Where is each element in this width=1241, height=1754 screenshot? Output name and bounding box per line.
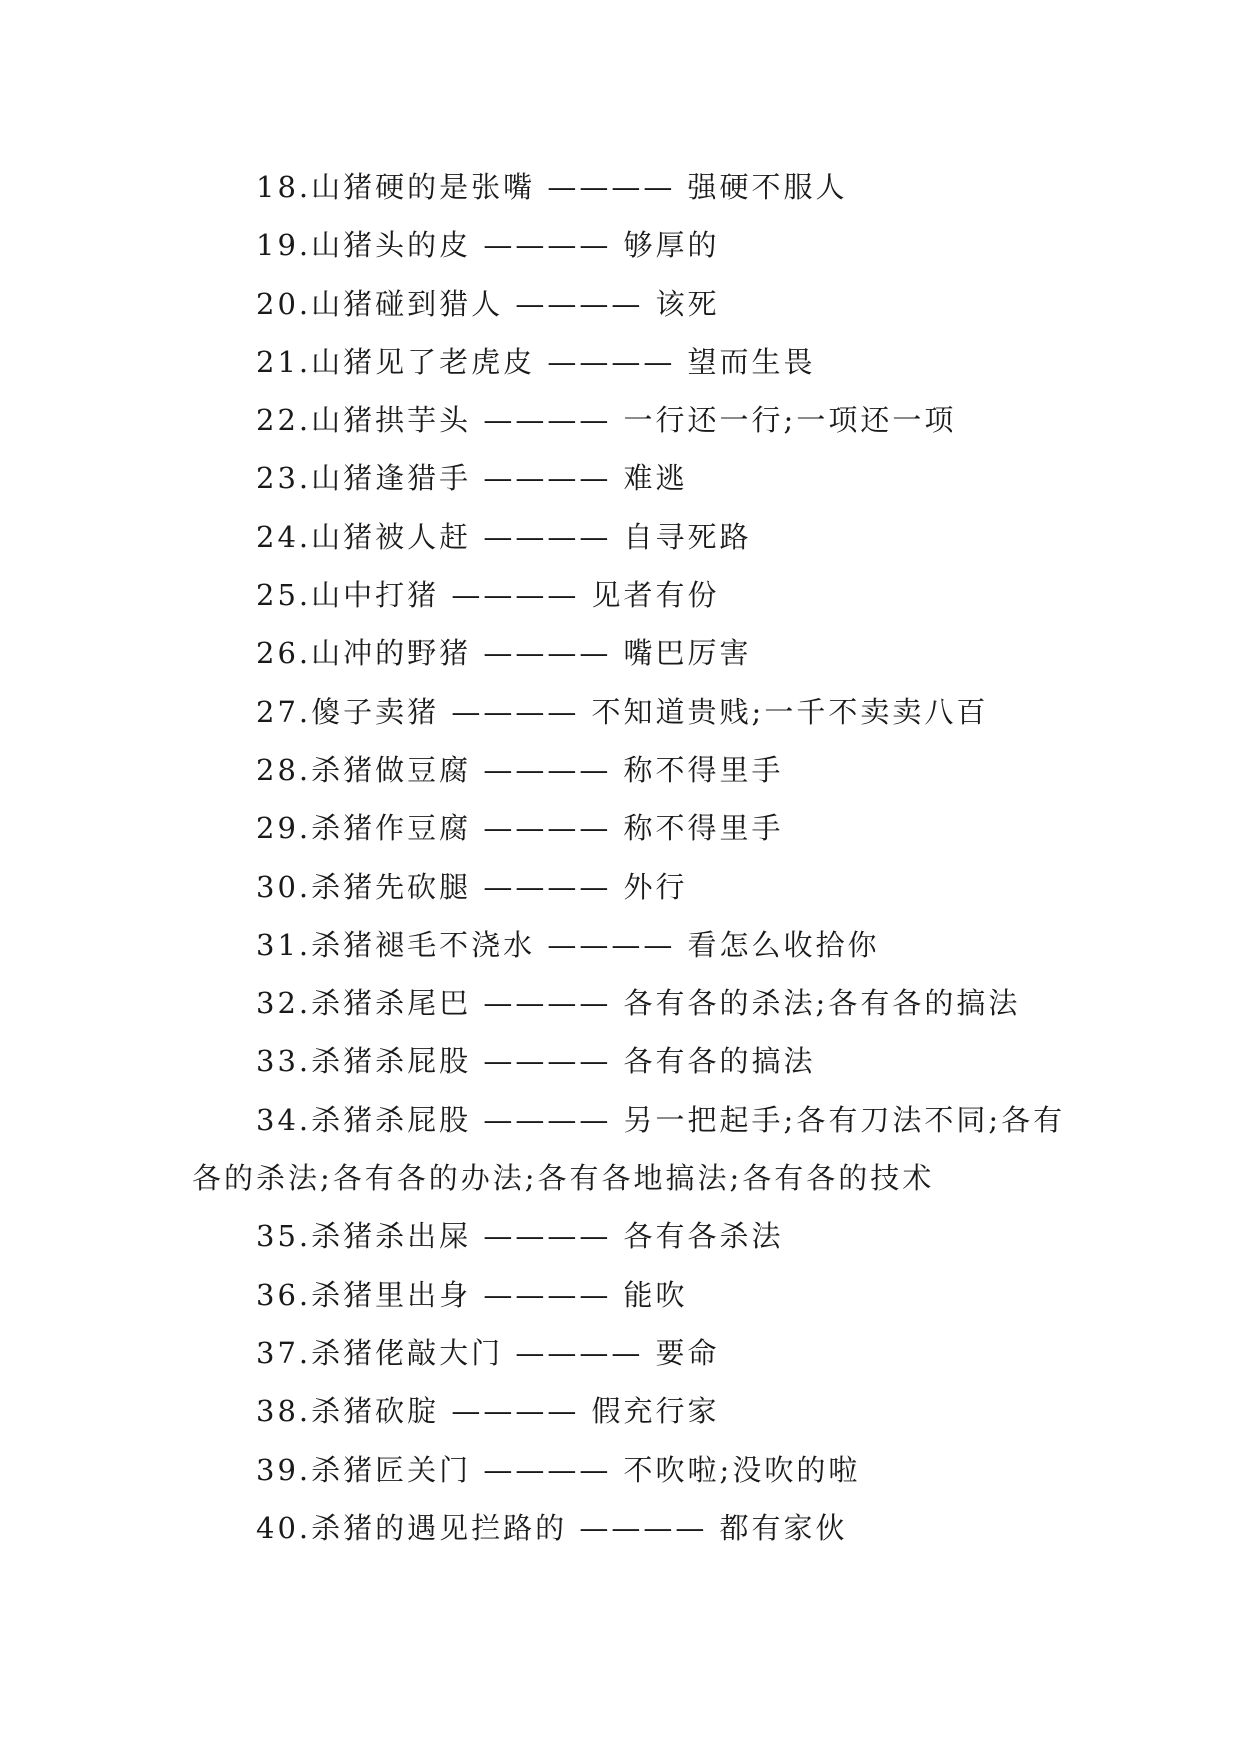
list-item: 38.杀猪砍腚 ———— 假充行家 (256, 1394, 720, 1429)
list-item: 37.杀猪佬敲大门 ———— 要命 (256, 1335, 720, 1370)
list-item: 23.山猪逢猎手 ———— 难逃 (256, 461, 688, 496)
list-item: 31.杀猪褪毛不浇水 ———— 看怎么收拾你 (256, 927, 880, 962)
list-item: 39.杀猪匠关门 ———— 不吹啦;没吹的啦 (256, 1452, 861, 1487)
list-item: 21.山猪见了老虎皮 ———— 望而生畏 (256, 344, 816, 379)
list-item: 20.山猪碰到猎人 ———— 该死 (256, 286, 720, 321)
list-item: 36.杀猪里出身 ———— 能吹 (256, 1277, 688, 1312)
list-item: 25.山中打猪 ———— 见者有份 (256, 578, 720, 613)
list-item: 22.山猪拱芋头 ———— 一行还一行;一项还一项 (256, 403, 957, 438)
list-item: 34.杀猪杀屁股 ———— 另一把起手;各有刀法不同;各有各的杀法;各有各的办法;各有各地搞法;各有各的技术 (192, 1102, 1066, 1196)
list-item: 32.杀猪杀尾巴 ———— 各有各的杀法;各有各的搞法 (256, 986, 1021, 1021)
list-item: 28.杀猪做豆腐 ———— 称不得里手 (256, 752, 784, 787)
list-item: 30.杀猪先砍腿 ———— 外行 (256, 869, 688, 904)
list-item: 18.山猪硬的是张嘴 ———— 强硬不服人 (256, 170, 848, 204)
list-item: 33.杀猪杀屁股 ———— 各有各的搞法 (256, 1044, 816, 1079)
list-item: 27.傻子卖猪 ———— 不知道贵贱;一千不卖卖八百 (256, 694, 989, 729)
list-item: 26.山冲的野猪 ———— 嘴巴厉害 (256, 636, 752, 671)
list-item: 29.杀猪作豆腐 ———— 称不得里手 (256, 811, 784, 846)
list-item: 19.山猪头的皮 ———— 够厚的 (256, 228, 720, 263)
list-item: 24.山猪被人赶 ———— 自寻死路 (256, 519, 752, 554)
entry-list (192, 158, 1072, 1557)
list-item: 40.杀猪的遇见拦路的 ———— 都有家伙 (256, 1510, 848, 1545)
list-item: 35.杀猪杀出屎 ———— 各有各杀法 (256, 1219, 784, 1254)
